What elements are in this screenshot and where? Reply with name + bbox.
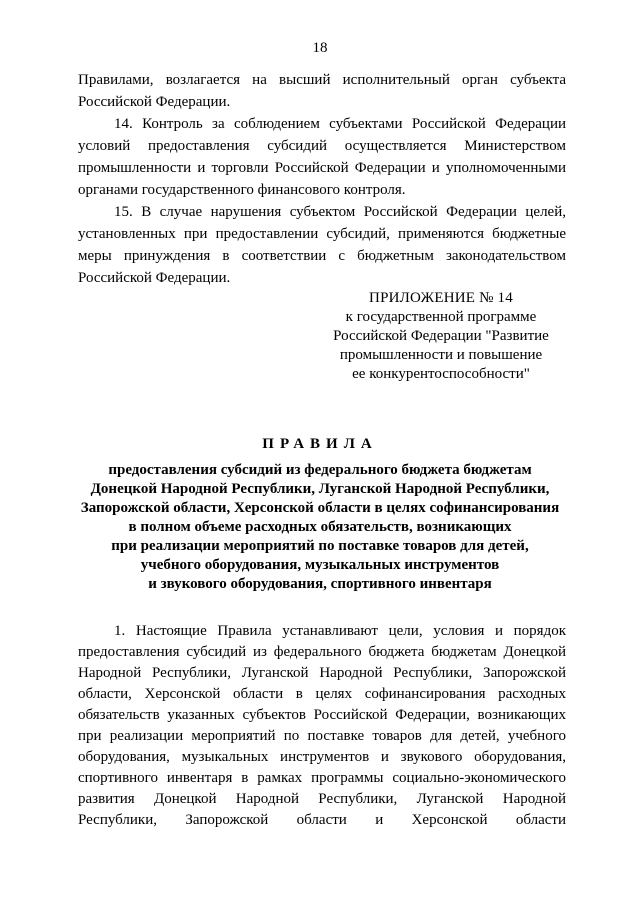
appendix-title: ПРИЛОЖЕНИЕ № 14 [369,290,513,306]
rules-subtitle-line: учебного оборудования, музыкальных инструментов [140,557,500,573]
top-text-block [78,69,566,289]
rules-subtitle-line: в полном объеме расходных обязательств, возникающих [128,519,512,535]
appendix-line: ее конкурентоспособности" [352,366,530,382]
bottom-text-block [78,621,566,831]
paragraph-14: 14. Контроль за соблюдением субъектами Российской Федерации условий предоставления субсидий осуществляется Министерством промышленности и торговли Российской Федерации и уполномоченными органами государственного финансового контроля. [78,116,566,198]
rules-subtitle-line: предоставления субсидий из федерального бюджета бюджетам [108,462,532,478]
rules-subtitle-line: Донецкой Народной Республики, Луганской Народной Республики, [90,481,550,497]
paragraph-1: 1. Настоящие Правила устанавливают цели, условия и порядок предоставления субсидий из федерального бюджета бюджетам Донецкой Народной Республики, Луганской Народной Республики, Запорожской области, Херсонской области в целях софинансирования расходных обязательств указанных субъектов Российской Федерации, возникающих при реализации мероприятий по поставке товаров для детей, учебного оборудования, музыкальных инструментов и звукового оборудования, спортивного инвентаря в рамках программы социально-экономического развития Донецкой Народной Республики, Луганской Народной Республики, Запорожской области и Херсонской области [78,623,566,828]
appendix-header [316,289,566,384]
rules-subtitle-line: и звукового оборудования, спортивного инвентаря [148,576,492,592]
rules-subtitle [70,461,570,594]
appendix-line: к государственной программе [345,309,537,325]
rules-title: ПРАВИЛА [262,436,378,452]
rules-subtitle-line: при реализации мероприятий по поставке товаров для детей, [111,538,529,554]
paragraph-continuation: Правилами, возлагается на высший исполнительный орган субъекта Российской Федерации. [78,72,566,110]
appendix-line: промышленности и повышение [339,347,543,363]
paragraph-15: 15. В случае нарушения субъектом Российской Федерации целей, установленных при предоставлении субсидий, применяются бюджетные меры принуждения в соответствии с бюджетным законодательством Российской Федерации. [78,204,566,286]
page-number: 18 [312,40,328,56]
rules-subtitle-line: Запорожской области, Херсонской области в целях софинансирования [80,500,560,516]
appendix-line: Российской Федерации "Развитие [333,328,549,344]
